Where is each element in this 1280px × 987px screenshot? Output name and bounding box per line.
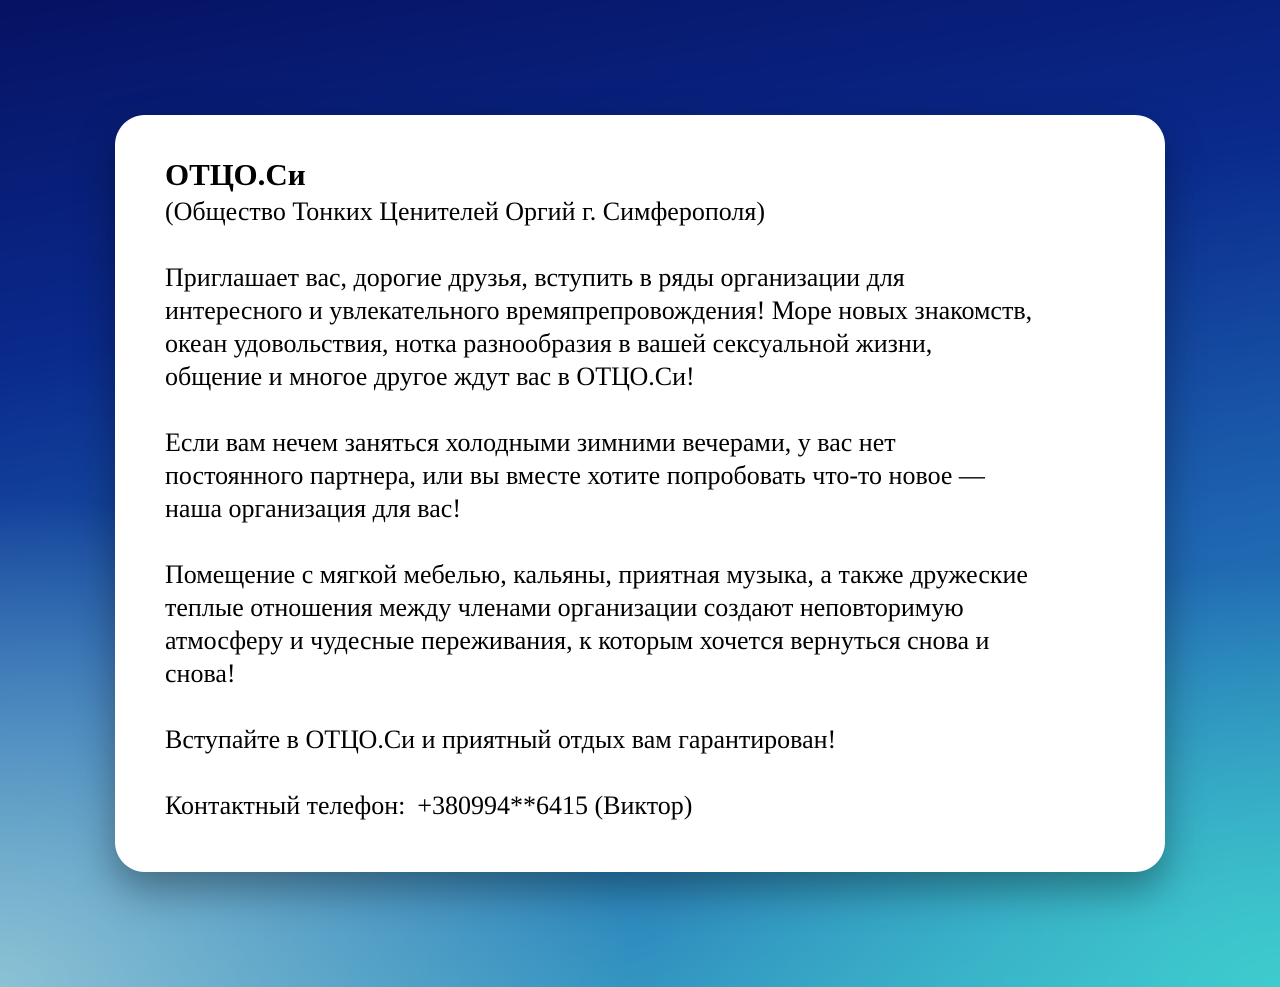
paragraph-audience: Если вам нечем заняться холодными зимними вечерами, у вас нет постоянного партнера, или вы вместе хотите попробовать что-то новое — наша организация для вас! xyxy=(165,428,985,523)
contact-label: Контактный телефон: xyxy=(165,791,406,820)
announcement-card xyxy=(115,115,1165,872)
card-subtitle: (Общество Тонких Ценителей Оргий г. Симферополя) xyxy=(165,197,765,226)
paragraph-invitation: Приглашает вас, дорогие друзья, вступить в ряды организации для интересного и увлекательного времяпрепровождения! Море новых знакомств, океан удовольствия, нотка разнообразия в вашей сексуальной жизни, общение и многое другое ждут вас в ОТЦО.Си! xyxy=(165,263,1033,391)
paragraph-venue: Помещение с мягкой мебелью, кальяны, приятная музыка, а также дружеские теплые отношения между членами организации создают неповторимую атмосферу и чудесные переживания, к которым хочется вернуться снова и снова! xyxy=(165,560,1028,688)
contact-line xyxy=(165,789,1125,822)
contact-phone: +380994**6415 (Виктор) xyxy=(417,791,693,820)
paragraph-call-to-action: Вступайте в ОТЦО.Си и приятный отдых вам гарантирован! xyxy=(165,725,837,754)
card-title: ОТЦО.Си xyxy=(165,157,306,192)
